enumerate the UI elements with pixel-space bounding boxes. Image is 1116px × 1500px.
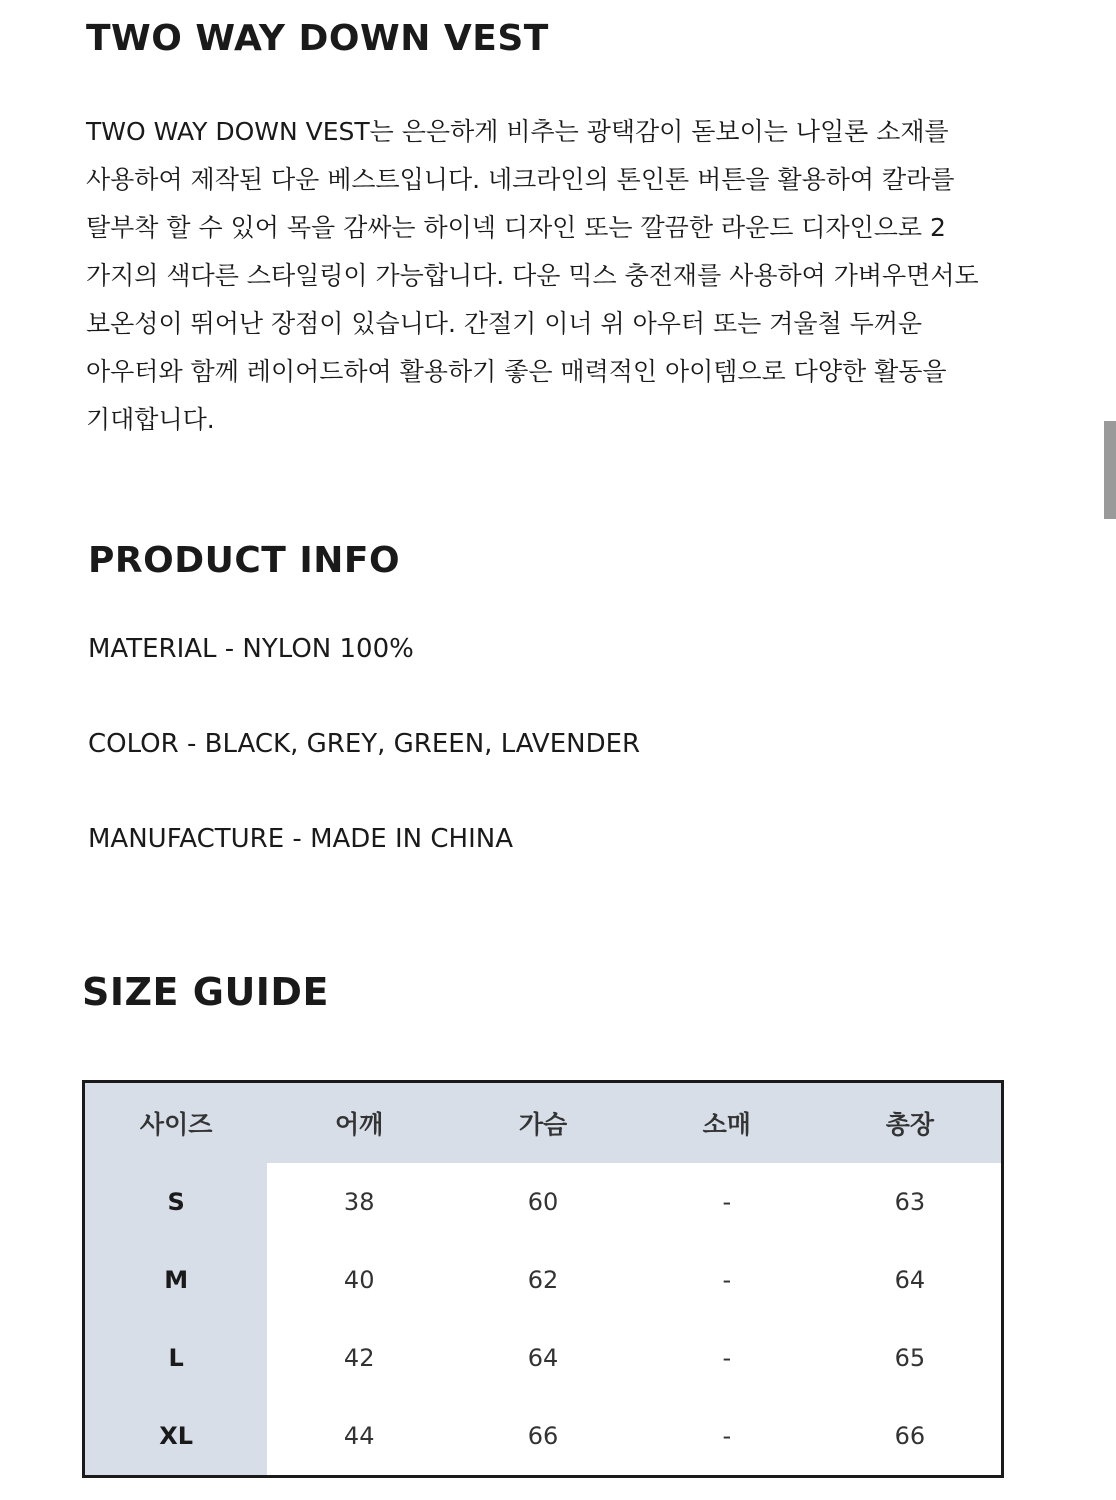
description-line: 기대합니다. xyxy=(86,405,215,434)
table-cell: 60 xyxy=(451,1163,635,1241)
table-cell: 64 xyxy=(451,1319,635,1397)
table-cell: 42 xyxy=(267,1319,451,1397)
size-guide-heading: SIZE GUIDE xyxy=(82,970,329,1014)
table-cell: 62 xyxy=(451,1241,635,1319)
size-table-header-row xyxy=(84,1082,1003,1164)
description-line: 탈부착 할 수 있어 목을 감싸는 하이넥 디자인 또는 깔끔한 라운드 디자인으로 2 xyxy=(86,213,946,242)
header-size: 사이즈 xyxy=(84,1082,268,1164)
size-label: M xyxy=(84,1241,268,1319)
description-line: 아우터와 함께 레이어드하여 활용하기 좋은 매력적인 아이템으로 다양한 활동을 xyxy=(86,357,947,386)
manufacture-info: MANUFACTURE - MADE IN CHINA xyxy=(88,824,513,854)
table-row xyxy=(84,1319,1003,1397)
description-line: 가지의 색다른 스타일링이 가능합니다. 다운 믹스 충전재를 사용하여 가벼우면서도 xyxy=(86,261,979,290)
size-label: XL xyxy=(84,1397,268,1477)
header-length: 총장 xyxy=(819,1082,1003,1164)
product-description xyxy=(86,108,1046,444)
table-cell: - xyxy=(635,1397,819,1477)
color-info: COLOR - BLACK, GREY, GREEN, LAVENDER xyxy=(88,729,641,759)
description-line: 보온성이 뛰어난 장점이 있습니다. 간절기 이너 위 아우터 또는 겨울철 두꺼운 xyxy=(86,309,923,338)
table-cell: 63 xyxy=(819,1163,1003,1241)
table-cell: 66 xyxy=(819,1397,1003,1477)
product-title: TWO WAY DOWN VEST xyxy=(86,18,549,59)
size-label: S xyxy=(84,1163,268,1241)
header-shoulder: 어깨 xyxy=(267,1082,451,1164)
table-cell: 64 xyxy=(819,1241,1003,1319)
table-cell: - xyxy=(635,1319,819,1397)
table-cell: 44 xyxy=(267,1397,451,1477)
table-row xyxy=(84,1163,1003,1241)
table-cell: - xyxy=(635,1241,819,1319)
material-info: MATERIAL - NYLON 100% xyxy=(88,634,414,664)
table-row xyxy=(84,1241,1003,1319)
header-sleeve: 소매 xyxy=(635,1082,819,1164)
description-line: 사용하여 제작된 다운 베스트입니다. 네크라인의 톤인톤 버튼을 활용하여 칼라를 xyxy=(86,165,955,194)
size-table xyxy=(82,1080,1004,1478)
scrollbar-thumb[interactable] xyxy=(1104,421,1116,519)
table-cell: 38 xyxy=(267,1163,451,1241)
table-cell: 66 xyxy=(451,1397,635,1477)
size-label: L xyxy=(84,1319,268,1397)
table-cell: 40 xyxy=(267,1241,451,1319)
table-row xyxy=(84,1397,1003,1477)
header-chest: 가슴 xyxy=(451,1082,635,1164)
table-cell: - xyxy=(635,1163,819,1241)
description-line: TWO WAY DOWN VEST는 은은하게 비추는 광택감이 돋보이는 나일론 소재를 xyxy=(86,117,949,146)
table-cell: 65 xyxy=(819,1319,1003,1397)
product-info-heading: PRODUCT INFO xyxy=(88,540,401,581)
